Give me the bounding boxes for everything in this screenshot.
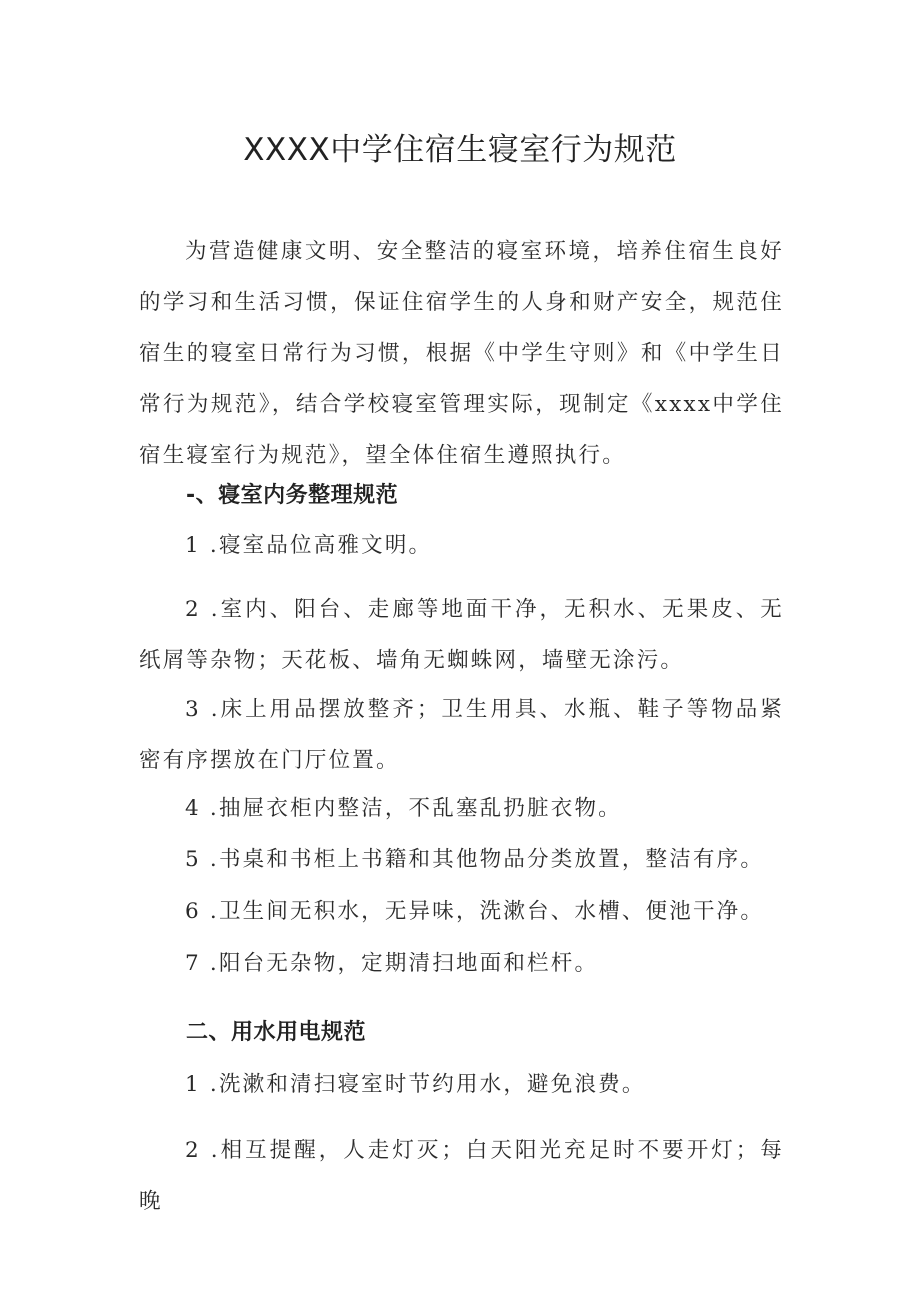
list-item: 4 .抽屉衣柜内整洁，不乱塞乱扔脏衣物。 (185, 796, 622, 821)
list-item: 5 .书桌和书柜上书籍和其他物品分类放置，整洁有序。 (185, 847, 765, 872)
list-item: 1 .洗漱和清扫寝室时节约用水，避免浪费。 (185, 1072, 646, 1097)
section-heading-1: -、寝室内务整理规范 (186, 483, 399, 508)
list-item: 2 .室内、阳台、走廊等地面干净，无积水、无果皮、无纸屑等杂物；天花板、墙角无蜘蛛网，墙壁无涂污。 (139, 597, 784, 673)
list-item: 1 .寝室品位高雅文明。 (185, 533, 433, 558)
list-item: 2 .相互提醒，人走灯灭；白天阳光充足时不要开灯；每晚 (139, 1138, 784, 1214)
section-heading-2: 二、用水用电规范 (186, 1020, 367, 1045)
list-item: 7 .阳台无杂物，定期清扫地面和栏杆。 (185, 951, 599, 976)
document-title: XXXX中学住宿生寝室行为规范 (243, 132, 677, 168)
intro-paragraph: 为营造健康文明、安全整洁的寝室环境，培养住宿生良好的学习和生活习惯，保证住宿学生的人身和财产安全，规范住宿生的寝室日常行为习惯，根据《中学生守则》和《中学生日常行为规范》，结合学校寝室管理实际，现制定《xxxx中学住宿生寝室行为规范》，望全体住宿生遵照执行。 (139, 239, 784, 468)
list-item: 6 .卫生间无积水，无异味，洗漱台、水槽、便池干净。 (185, 899, 765, 924)
list-item: 3 .床上用品摆放整齐；卫生用具、水瓶、鞋子等物品紧密有序摆放在门厅位置。 (139, 697, 784, 773)
